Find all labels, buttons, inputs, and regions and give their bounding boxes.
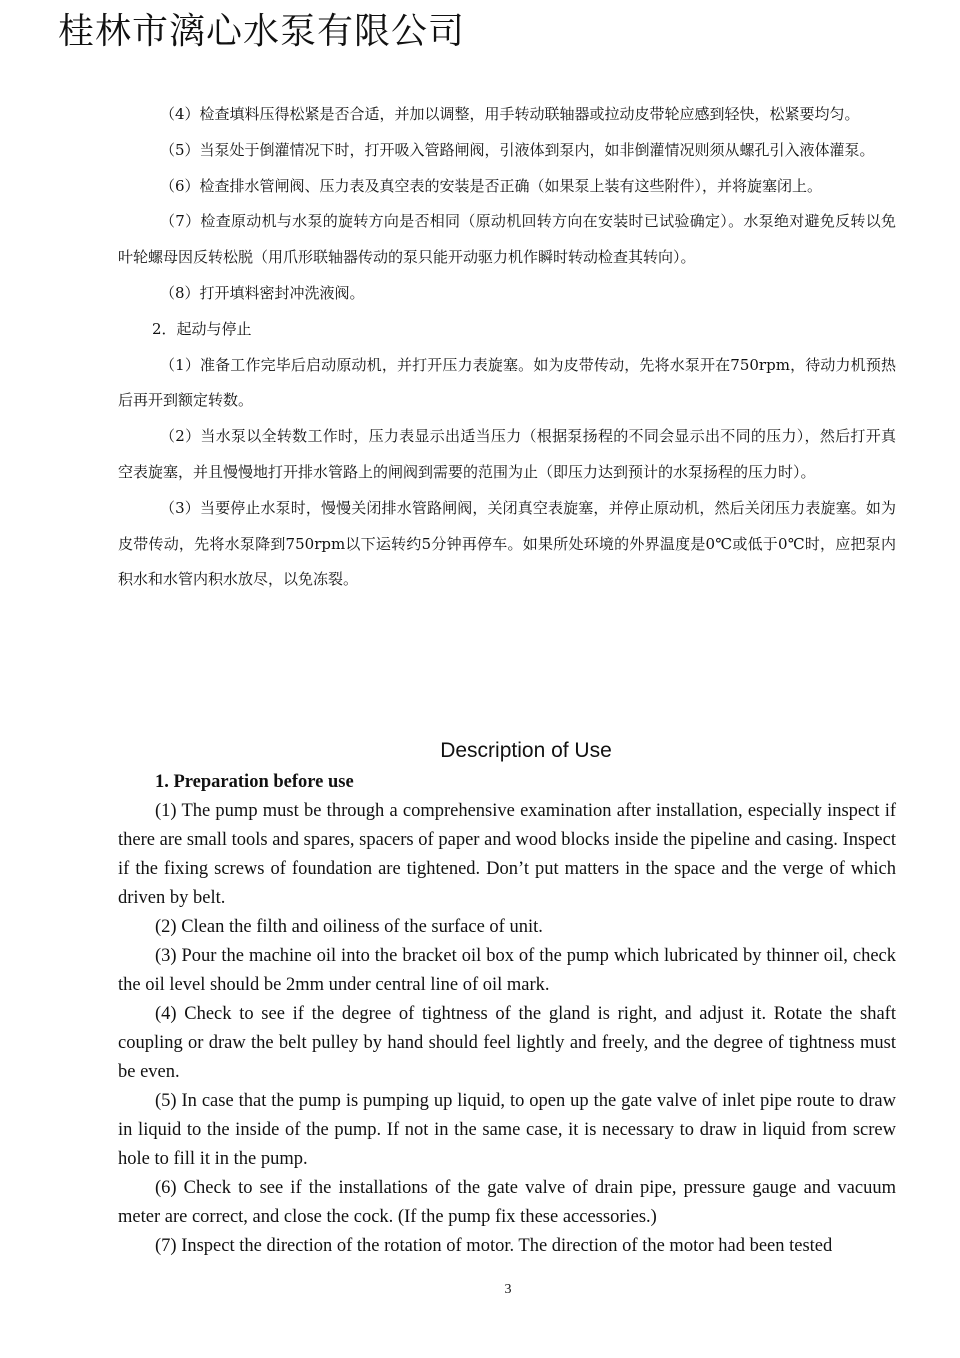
cn-paragraph-4: （4）检查填料压得松紧是否合适，并加以调整，用手转动联轴器或拉动皮带轮应感到轻快，松紧要均匀。 [160,105,860,123]
en-paragraph-4: (4) Check to see if the degree of tightness of the gland is right, and adjust it. Rotate the shaft coupling or draw the belt pulley by hand should feel lightly and freely, and the degree of tightness must be even. [118,1004,896,1082]
cn-step-1: （1）准备工作完毕后启动原动机，并打开压力表旋塞。如为皮带传动，先将水泵开在750rpm，待动力机预热后再开到额定转数。 [118,355,896,410]
company-header: 桂林市漓心水泵有限公司 [58,11,466,52]
cn-paragraph-5: （5）当泵处于倒灌情况下时，打开吸入管路闸阀，引液体到泵内，如非倒灌情况则须从螺孔引入液体灌泵。 [160,140,875,159]
chinese-instructions [118,97,896,598]
en-paragraph-6: (6) Check to see if the installations of the gate valve of drain pipe, pressure gauge and vacuum meter are correct, and close the cock. (If the pump fix these accessories.) [118,1178,896,1227]
en-heading-preparation: 1. Preparation before use [155,772,354,792]
cn-heading-start-stop: 2．起动与停止 [152,319,252,338]
cn-paragraph-7: （7）检查原动机与水泵的旋转方向是否相同（原动机回转方向在安装时已试验确定）。水泵绝对避免反转以免叶轮螺母因反转松脱（用爪形联轴器传动的泵只能开动驱力机作瞬时转动检查其转向）。 [118,212,896,267]
cn-paragraph-6: （6）检查排水管闸阀、压力表及真空表的安装是否正确（如果泵上装有这些附件），并将旋塞闭上。 [160,176,823,195]
en-paragraph-5: (5) In case that the pump is pumping up liquid, to open up the gate valve of inlet pipe route to draw in liquid to the inside of the pump. If not in the same case, it is necessary to draw in liquid from screw hole to fill it in the pump. [118,1091,896,1169]
english-instructions [118,768,896,1261]
cn-step-3: （3）当要停止水泵时，慢慢关闭排水管路闸阀，关闭真空表旋塞，并停止原动机，然后关闭压力表旋塞。如为皮带传动，先将水泵降到750rpm以下运转约5分钟再停车。如果所处环境的外界温度是0℃或低于0℃时，应把泵内积水和水管内积水放尽，以免冻裂。 [118,498,896,589]
en-paragraph-3: (3) Pour the machine oil into the bracket oil box of the pump which lubricated by thinner oil, check the oil level should be 2mm under central line of oil mark. [118,946,896,995]
english-section-title: Description of Use [440,739,612,762]
cn-paragraph-8: （8）打开填料密封冲洗液阀。 [160,283,365,302]
en-paragraph-7: (7) Inspect the direction of the rotation of motor. The direction of the motor had been tested [155,1236,833,1256]
page-number: 3 [504,1282,512,1297]
cn-step-2: （2）当水泵以全转数工作时，压力表显示出适当压力（根据泵扬程的不同会显示出不同的压力），然后打开真空表旋塞，并且慢慢地打开排水管路上的闸阀到需要的范围为止（即压力达到预计的水泵扬程的压力时）。 [118,427,896,481]
en-paragraph-2: (2) Clean the filth and oiliness of the surface of unit. [155,917,543,937]
en-paragraph-1: (1) The pump must be through a comprehensive examination after installation, especially inspect if there are small tools and spares, spacers of paper and wood blocks inside the pipeline and casing. Inspect if the fixing screws of foundation are tightened. Don’t put matters in the space and the verge of which driven by belt. [118,801,896,908]
